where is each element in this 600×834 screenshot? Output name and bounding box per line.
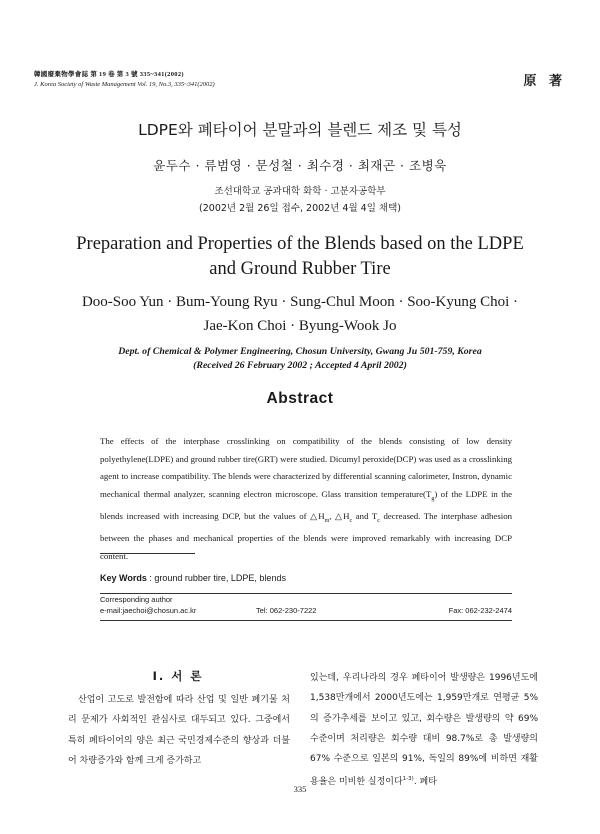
abstract-divider	[100, 553, 195, 554]
corresponding-fax: Fax: 062-232-2474	[448, 606, 512, 615]
abstract-part: , △H	[329, 511, 350, 522]
subscript-c: c	[377, 517, 380, 524]
abstract-part: ) of the LDPE in the blends increased with increasing DCP, but the values of △H	[100, 488, 512, 522]
journal-header	[34, 70, 215, 90]
corresponding-contact-row	[100, 605, 512, 616]
english-title-line-2: and Ground Rubber Tire	[209, 259, 391, 279]
corresponding-bottom-rule	[100, 620, 512, 621]
body-right-column	[310, 668, 538, 793]
abstract-part: The effects of the interphase crosslinking on compatibility of the blends consisting of low density polyethylene(LDPE) and ground rubber tire(GRT) were studied. Dicumyl peroxide(DCP) was used as a crosslinking agent to increase compatibility. The blends were characterized by differential scanning calorimeter, Instron, dynamic mechanical thermal analyzer, scanning electron microscope. Glass transition temperature(T	[100, 436, 512, 499]
keywords-text: ground rubber tire, LDPE, blends	[154, 573, 286, 583]
english-title-line-1: Preparation and Properties of the Blends based on the LDPE	[76, 234, 524, 254]
abstract-part: and T	[352, 511, 378, 522]
english-authors-line-2: Jae-Kon Choi · Byung-Wook Jo	[203, 318, 397, 334]
article-type-label: 原 著	[523, 74, 566, 89]
abstract-part: decreased. The interphase adhesion between the phases and mechanical properties of the blends were improved remarkably with increasing DCP content.	[100, 511, 512, 562]
section-heading-introduction: I. 서 론	[152, 669, 204, 683]
body-left-column	[68, 690, 290, 771]
corresponding-author-block	[100, 594, 512, 616]
abstract-heading: Abstract	[266, 390, 334, 407]
korean-authors: 윤두수 · 류범영 · 문성철 · 최수경 · 최재곤 · 조병욱	[153, 158, 447, 173]
received-accepted-line: (Received 26 February 2002 ; Accepted 4 April 2002)	[193, 360, 407, 371]
body-text: . 폐타	[413, 777, 437, 788]
abstract-text	[100, 433, 512, 566]
corresponding-label: Corresponding author	[100, 595, 173, 604]
department-line: Dept. of Chemical & Polymer Engineering, Chosun University, Gwang Ju 501-759, Korea	[118, 346, 482, 357]
body-paragraph: 산업이 고도로 발전함에 따라 산업 및 일반 폐기물 처리 문제가 사회적인 관심사로 대두되고 있다. 그중에서 특히 폐타이어의 양은 최근 국민경제수준의 향상과 더불어 차량증가와 함께 크게 증가하고	[68, 695, 290, 766]
citation-superscript: 1-3)	[402, 776, 414, 783]
corresponding-tel: Tel: 062-230-7222	[256, 606, 317, 615]
subscript-c: c	[349, 517, 353, 524]
keywords-label: Key Words	[100, 573, 147, 583]
english-title	[0, 232, 600, 282]
body-paragraph	[310, 668, 538, 793]
body-text: 있는데, 우리나라의 경우 폐타이어 발생량은 1996년도에 1,538만개에서 2000년도에는 1,959만개로 연평균 5%의 증가추세를 보이고 있고, 회수량은 발생량의 약 69% 수준이며 처리량은 회수량 대비 98.7%로 총 발생량의 67% 수준으로 일본의 91%, 독일의 89%에 비하면 재활용율은 미비한 실정이다	[310, 673, 538, 788]
journal-name-korean: 韓國廢棄物學會誌 第 19 卷 第 3 號 335~341(2002)	[34, 71, 184, 78]
korean-affiliation: 조선대학교 공과대학 화학 · 고분자공학부	[214, 186, 386, 197]
keywords	[100, 573, 286, 583]
english-authors-line-1: Doo-Soo Yun · Bum-Young Ryu · Sung-Chul Moon · Soo-Kyung Choi ·	[81, 294, 519, 310]
subscript-m: m	[324, 517, 330, 524]
journal-name-english: J. Korea Society of Waste Management Vol. 19, No.3, 335~341(2002)	[34, 81, 215, 88]
korean-title: LDPE와 폐타이어 분말과의 블렌드 제조 및 특성	[138, 121, 462, 139]
korean-dates: (2002년 2월 26일 접수, 2002년 4월 4일 채택)	[199, 203, 401, 214]
corresponding-email: e-mail:jaechoi@chosun.ac.kr	[100, 606, 197, 615]
page-number: 335	[293, 784, 307, 794]
subscript-g: g	[431, 495, 435, 502]
english-authors	[0, 290, 600, 338]
keywords-separator: :	[146, 573, 155, 583]
department-affiliation	[0, 345, 600, 373]
